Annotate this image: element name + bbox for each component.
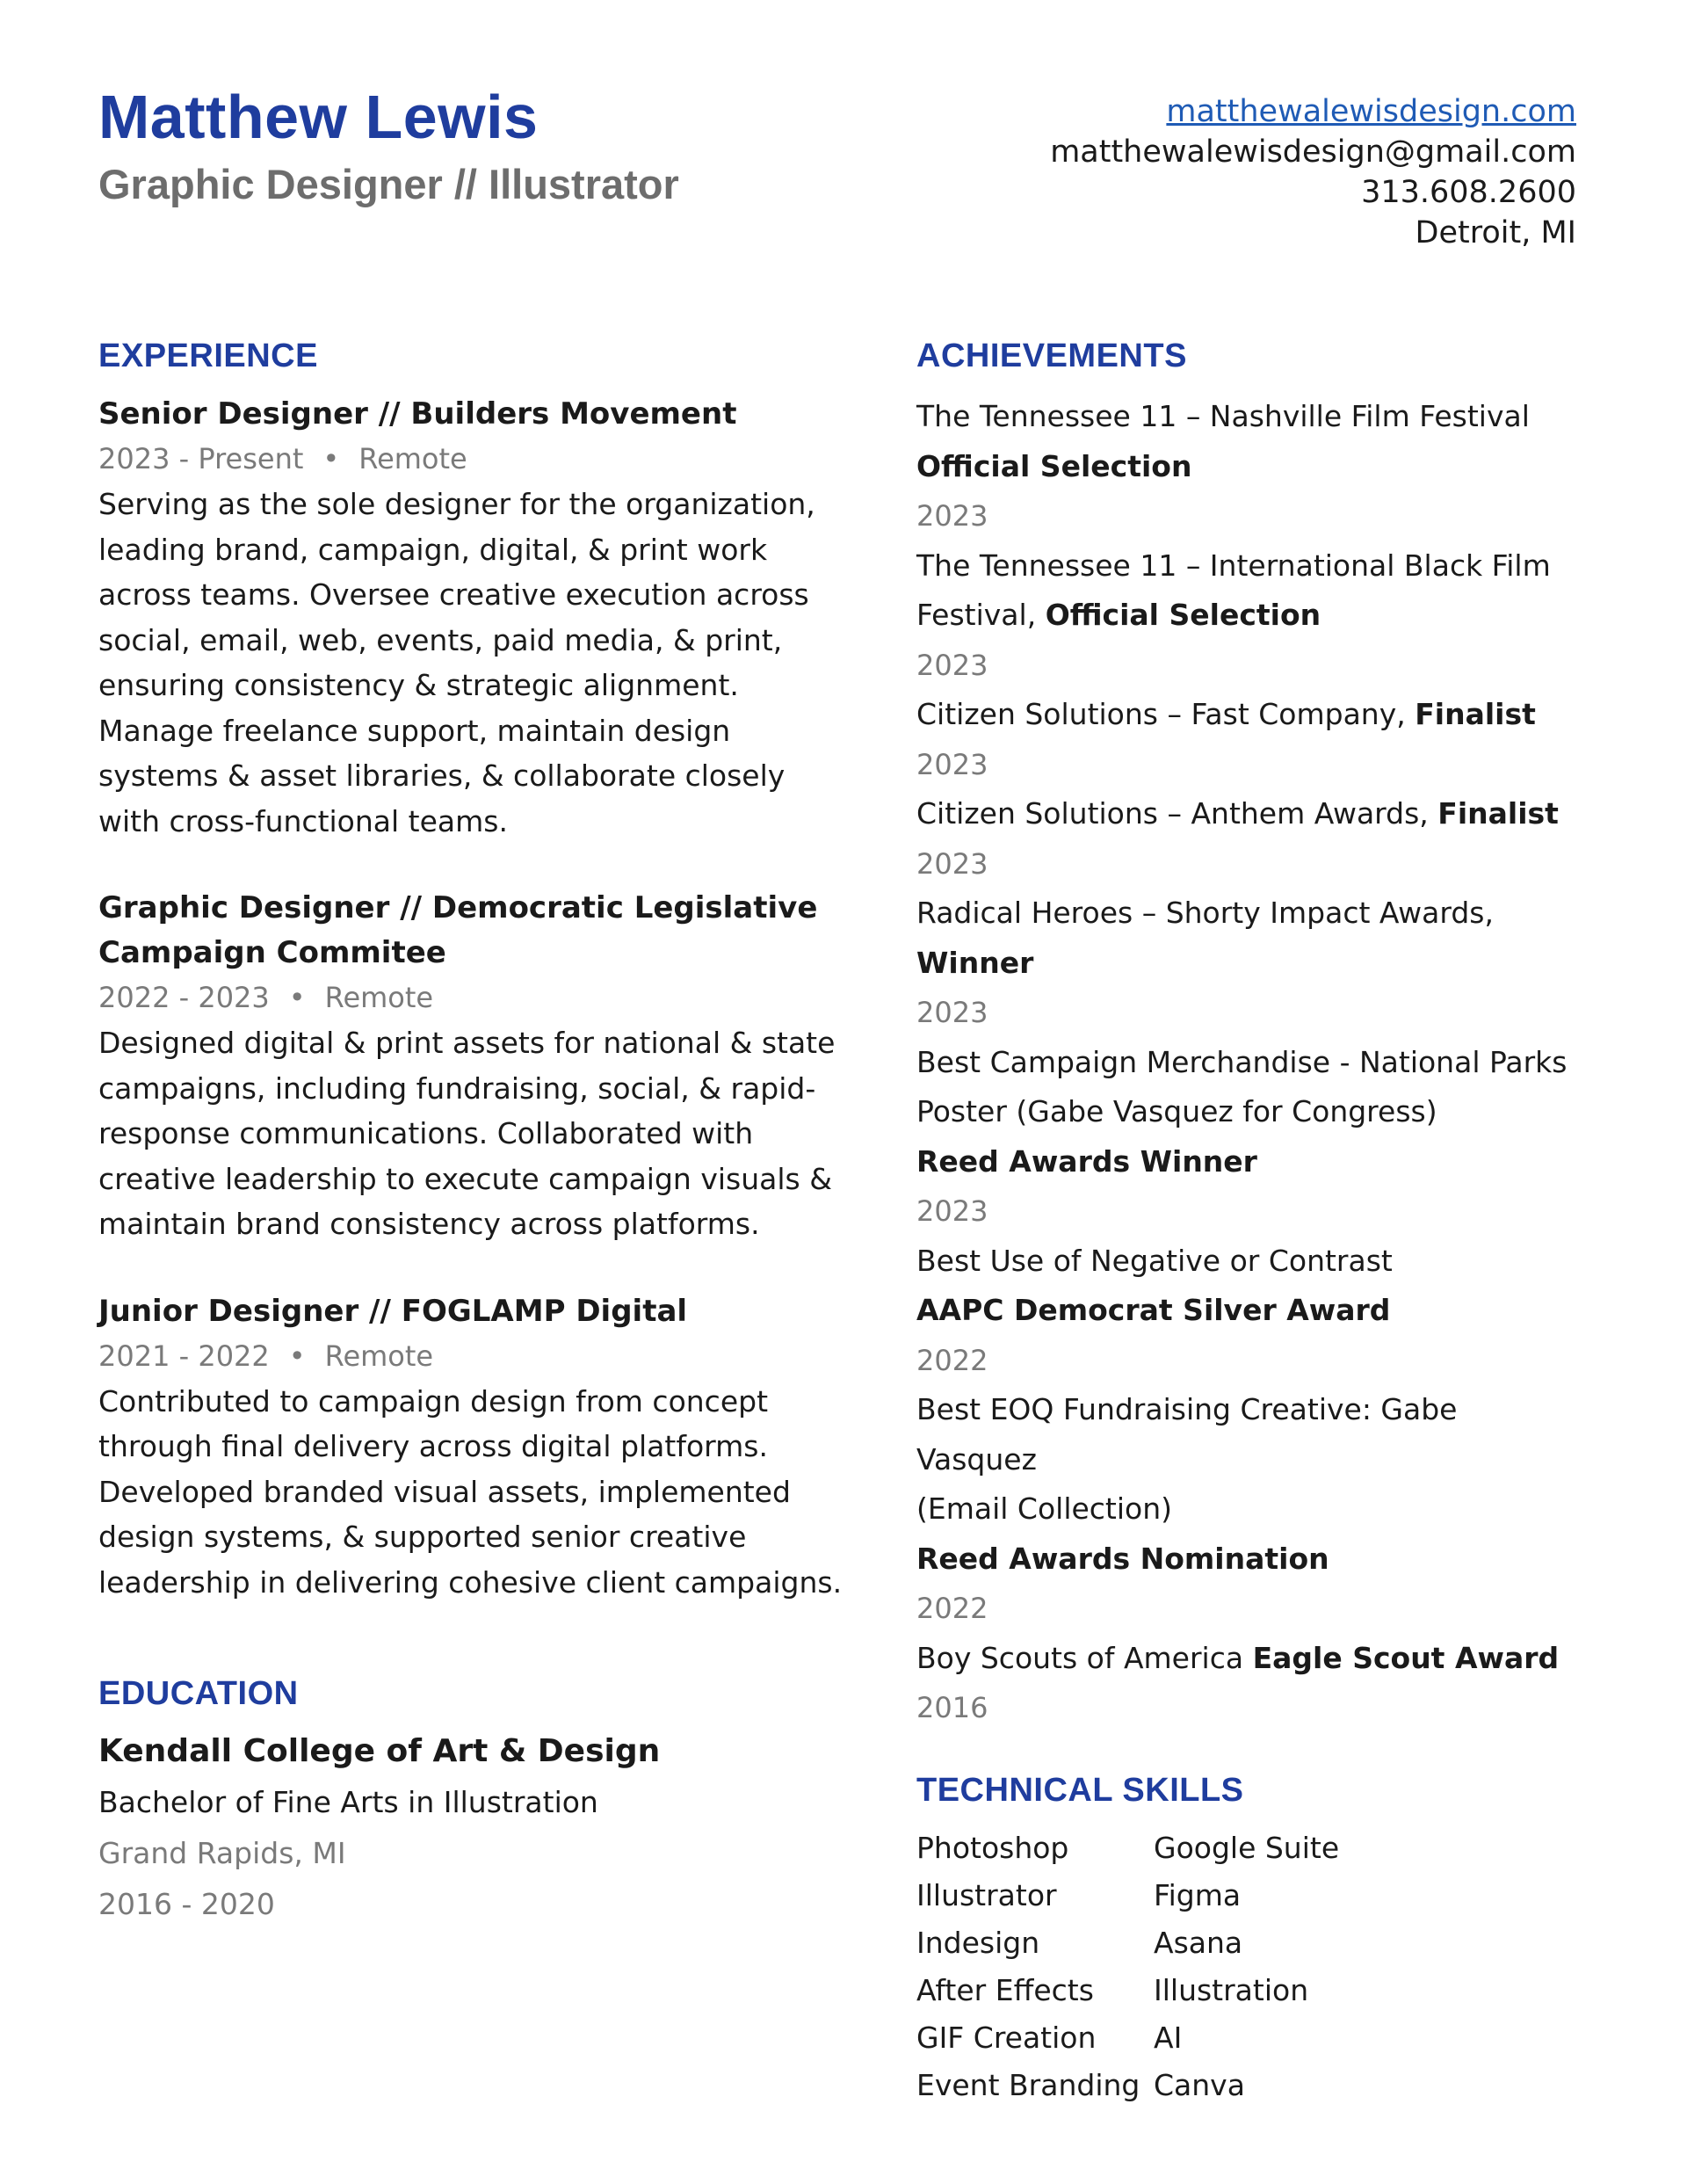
achievements-list: [916, 392, 1584, 1733]
achievement-text: Radical Heroes – Shorty Impact Awards,: [916, 896, 1494, 930]
school-location: Grand Rapids, MI: [98, 1836, 346, 1870]
achievement-year: 2023: [916, 996, 988, 1029]
achievement-line: [916, 591, 1584, 641]
job-title-subheading: Graphic Designer // Illustrator: [98, 161, 679, 207]
skill-item: Figma: [1154, 1877, 1242, 1912]
bullet-separator: •: [322, 442, 340, 475]
job-dates: 2023 - Present: [98, 442, 304, 475]
bullet-separator: •: [288, 981, 306, 1014]
achievement-line: Best Campaign Merchandise - National Parks: [916, 1044, 1568, 1079]
job-title: Junior Designer // FOGLAMP Digital: [98, 1293, 688, 1329]
skill-item: Event Branding: [916, 2067, 1140, 2102]
experience-entry: [98, 1289, 854, 1606]
achievement-year: 2023: [916, 648, 988, 682]
skill-item: GIF Creation: [916, 2020, 1097, 2055]
job-meta: [98, 1334, 854, 1379]
left-column: [98, 339, 854, 1930]
achievement-award: Finalist: [1437, 796, 1559, 831]
achievement-line: [916, 690, 1584, 740]
achievement-year: 2023: [916, 499, 988, 533]
school-name: Kendall College of Art & Design: [98, 1733, 661, 1769]
achievement-text: Citizen Solutions – Fast Company,: [916, 697, 1415, 731]
achievement-text: Citizen Solutions – Anthem Awards,: [916, 796, 1438, 831]
education-dates: 2016 - 2020: [98, 1887, 275, 1921]
skill-item: Google Suite: [1154, 1830, 1340, 1865]
right-column: [916, 339, 1584, 2109]
achievement-line: [916, 889, 1584, 988]
website-link[interactable]: matthewalewisdesign.com: [1166, 94, 1576, 129]
degree: Bachelor of Fine Arts in Illustration: [98, 1785, 598, 1819]
skill-item: Illustrator: [916, 1877, 1057, 1912]
job-dates: 2021 - 2022: [98, 1339, 270, 1373]
achievement-award: AAPC Democrat Silver Award: [916, 1293, 1391, 1327]
achievement-line: [916, 789, 1584, 839]
job-meta: [98, 437, 854, 482]
phone-text: 313.608.2600: [1361, 175, 1576, 210]
job-location: Remote: [358, 442, 467, 475]
skill-item: Photoshop: [916, 1830, 1069, 1865]
achievement-award: Official Selection: [916, 448, 1192, 483]
experience-heading: EXPERIENCE: [98, 337, 318, 374]
job-title: Senior Designer // Builders Movement: [98, 396, 737, 432]
skills-section: [916, 1771, 1584, 2109]
skills-heading: TECHNICAL SKILLS: [916, 1771, 1244, 1809]
achievement-award: Official Selection: [1045, 598, 1321, 632]
education-heading: EDUCATION: [98, 1675, 299, 1712]
achievement-line: Best EOQ Fundraising Creative: Gabe Vasquez: [916, 1392, 1458, 1477]
achievement-year: 2022: [916, 1343, 988, 1377]
skill-item: AI: [1154, 2020, 1183, 2055]
job-description: Designed digital & print assets for national & state campaigns, including fundraising, social, & rapid-response communications. Collaborated with creative leadership to execute campaign visuals & maintain brand consistency across platforms.: [98, 1026, 836, 1241]
achievement-line: [916, 1634, 1584, 1684]
job-description: Contributed to campaign design from concept through final delivery across digital platforms. Developed branded visual assets, implemented design systems, & supported senior creative leadership in delivering cohesive client campaigns.: [98, 1383, 843, 1600]
achievement-year: 2022: [916, 1592, 988, 1625]
experience-entry: [98, 886, 854, 1247]
skill-item: Illustration: [1154, 1972, 1309, 2007]
achievement-line: The Tennessee 11 – International Black Film: [916, 548, 1551, 583]
achievement-year: 2016: [916, 1691, 988, 1724]
name-heading: Matthew Lewis: [98, 83, 539, 151]
achievement-line: The Tennessee 11 – Nashville Film Festival: [916, 399, 1530, 433]
location-text: Detroit, MI: [1415, 215, 1576, 250]
achievement-award: Reed Awards Nomination: [916, 1541, 1329, 1576]
job-title: Graphic Designer // Democratic Legislative Campaign Commitee: [98, 890, 818, 970]
job-meta: [98, 976, 854, 1020]
achievement-line: Poster (Gabe Vasquez for Congress): [916, 1094, 1437, 1128]
achievement-line: Best Use of Negative or Contrast: [916, 1243, 1393, 1278]
experience-entry: [98, 392, 854, 844]
education-section: [98, 1677, 854, 1930]
skill-item: After Effects: [916, 1972, 1094, 2007]
achievement-text: Festival,: [916, 598, 1046, 632]
contact-block: [1050, 91, 1576, 253]
email-text: matthewalewisdesign@gmail.com: [1050, 134, 1576, 170]
job-dates: 2022 - 2023: [98, 981, 270, 1014]
achievement-year: 2023: [916, 846, 988, 881]
job-location: Remote: [324, 981, 434, 1014]
achievements-heading: ACHIEVEMENTS: [916, 337, 1187, 374]
achievement-award: Winner: [916, 945, 1034, 980]
skill-item: Asana: [1154, 1925, 1243, 1960]
achievement-line: (Email Collection): [916, 1491, 1173, 1526]
achievement-text: Boy Scouts of America: [916, 1640, 1253, 1675]
skill-item: Canva: [1154, 2067, 1245, 2102]
achievement-award: Reed Awards Winner: [916, 1143, 1257, 1179]
achievement-award: Eagle Scout Award: [1252, 1640, 1560, 1675]
achievement-year: 2023: [916, 1194, 988, 1228]
skill-item: Indesign: [916, 1925, 1040, 1960]
bullet-separator: •: [288, 1339, 306, 1373]
achievement-year: 2023: [916, 747, 988, 781]
skills-grid: [916, 1825, 1584, 2109]
achievement-award: Finalist: [1415, 697, 1536, 731]
job-location: Remote: [324, 1339, 434, 1373]
job-description: Serving as the sole designer for the organization, leading brand, campaign, digital, & print work across teams. Oversee creative execution across social, email, web, events, paid media, & print, ensuring consistency & strategic alignment. Manage freelance support, maintain design systems & asset libraries, & collaborate closely with cross-functional teams.: [98, 487, 815, 838]
